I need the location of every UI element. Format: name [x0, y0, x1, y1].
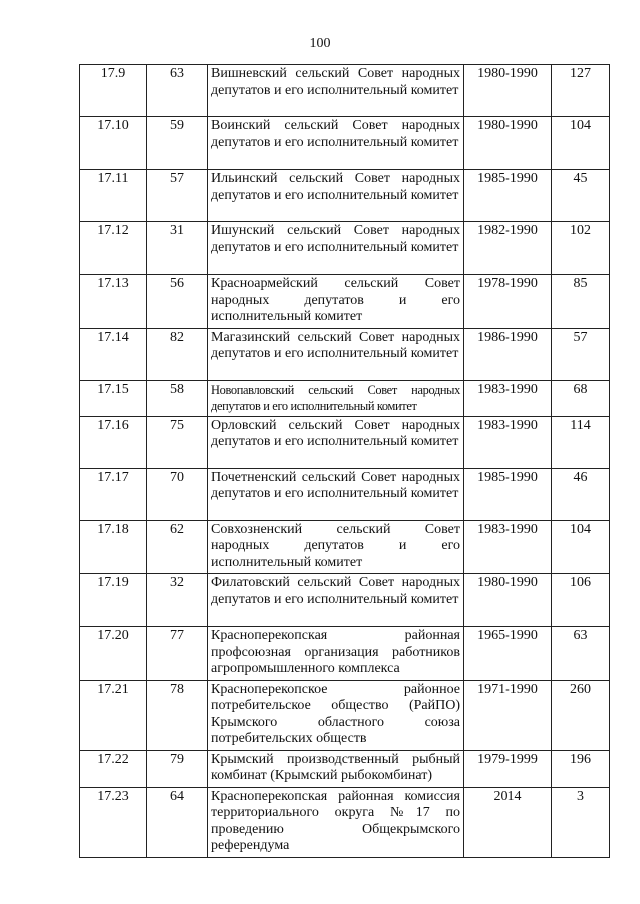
- fund-name-cell: Магазинский сельский Совет народных депутатов и его исполнительный комитет: [208, 328, 464, 380]
- fund-name-cell: Ильинский сельский Совет народных депутатов и его исполнительный комитет: [208, 170, 464, 222]
- item-count-cell: 104: [552, 117, 610, 170]
- fund-name-cell: Новопавловский сельский Совет народных депутатов и его исполнительный комитет: [208, 380, 464, 416]
- fund-number-cell: 56: [147, 275, 208, 329]
- row-number-cell: 17.16: [80, 416, 147, 468]
- item-count-cell: 102: [552, 222, 610, 275]
- fund-number-cell: 57: [147, 170, 208, 222]
- fund-name-cell: Ишунский сельский Совет народных депутатов и его исполнительный комитет: [208, 222, 464, 275]
- fund-name-cell: Красноперекопская районная комиссия территориального округа №17 по проведению Общекрымского референдума: [208, 787, 464, 857]
- table-row: [80, 65, 610, 117]
- date-range-cell: 1985-1990: [464, 170, 552, 222]
- row-number-cell: 17.13: [80, 275, 147, 329]
- row-number-cell: 17.14: [80, 328, 147, 380]
- fund-name-cell: Вишневский сельский Совет народных депутатов и его исполнительный комитет: [208, 65, 464, 117]
- row-number-cell: 17.20: [80, 627, 147, 681]
- fund-number-cell: 79: [147, 750, 208, 787]
- fund-number-cell: 32: [147, 574, 208, 627]
- table-row: [80, 328, 610, 380]
- fund-name-cell: Воинский сельский Совет народных депутатов и его исполнительный комитет: [208, 117, 464, 170]
- date-range-cell: 1979-1999: [464, 750, 552, 787]
- table-row: [80, 520, 610, 574]
- registry-table: [79, 64, 610, 858]
- fund-name-cell: Красноперекопское районное потребительское общество (РайПО) Крымского областного союза потребительских обществ: [208, 680, 464, 750]
- date-range-cell: 1978-1990: [464, 275, 552, 329]
- fund-number-cell: 31: [147, 222, 208, 275]
- date-range-cell: 1980-1990: [464, 117, 552, 170]
- fund-number-cell: 62: [147, 520, 208, 574]
- fund-name-cell: Филатовский сельский Совет народных депутатов и его исполнительный комитет: [208, 574, 464, 627]
- table-row: [80, 416, 610, 468]
- row-number-cell: 17.10: [80, 117, 147, 170]
- date-range-cell: 1980-1990: [464, 65, 552, 117]
- row-number-cell: 17.23: [80, 787, 147, 857]
- date-range-cell: 1971-1990: [464, 680, 552, 750]
- fund-name-cell: Красноперекопская районная профсоюзная организация работников агропромышленного комплекса: [208, 627, 464, 681]
- item-count-cell: 127: [552, 65, 610, 117]
- row-number-cell: 17.9: [80, 65, 147, 117]
- item-count-cell: 3: [552, 787, 610, 857]
- fund-number-cell: 70: [147, 468, 208, 520]
- item-count-cell: 104: [552, 520, 610, 574]
- date-range-cell: 1983-1990: [464, 416, 552, 468]
- table-row: [80, 222, 610, 275]
- fund-name-cell: Крымский производственный рыбный комбинат (Крымский рыбокомбинат): [208, 750, 464, 787]
- table-row: [80, 117, 610, 170]
- row-number-cell: 17.21: [80, 680, 147, 750]
- registry-table-body: [80, 65, 610, 858]
- fund-number-cell: 78: [147, 680, 208, 750]
- item-count-cell: 68: [552, 380, 610, 416]
- table-row: [80, 275, 610, 329]
- row-number-cell: 17.15: [80, 380, 147, 416]
- fund-name-cell: Орловский сельский Совет народных депутатов и его исполнительный комитет: [208, 416, 464, 468]
- date-range-cell: 1986-1990: [464, 328, 552, 380]
- item-count-cell: 260: [552, 680, 610, 750]
- table-row: [80, 680, 610, 750]
- fund-number-cell: 64: [147, 787, 208, 857]
- row-number-cell: 17.11: [80, 170, 147, 222]
- fund-number-cell: 59: [147, 117, 208, 170]
- page-number: 100: [309, 36, 331, 51]
- fund-number-cell: 58: [147, 380, 208, 416]
- date-range-cell: 2014: [464, 787, 552, 857]
- fund-name-cell: Почетненский сельский Совет народных депутатов и его исполнительный комитет: [208, 468, 464, 520]
- date-range-cell: 1983-1990: [464, 380, 552, 416]
- item-count-cell: 45: [552, 170, 610, 222]
- table-row: [80, 380, 610, 416]
- fund-name-cell: Красноармейский сельский Совет народных депутатов и его исполнительный комитет: [208, 275, 464, 329]
- date-range-cell: 1980-1990: [464, 574, 552, 627]
- item-count-cell: 63: [552, 627, 610, 681]
- date-range-cell: 1985-1990: [464, 468, 552, 520]
- date-range-cell: 1983-1990: [464, 520, 552, 574]
- table-row: [80, 627, 610, 681]
- fund-name-cell: Совхозненский сельский Совет народных депутатов и его исполнительный комитет: [208, 520, 464, 574]
- date-range-cell: 1965-1990: [464, 627, 552, 681]
- table-row: [80, 574, 610, 627]
- date-range-cell: 1982-1990: [464, 222, 552, 275]
- fund-number-cell: 82: [147, 328, 208, 380]
- row-number-cell: 17.12: [80, 222, 147, 275]
- fund-number-cell: 63: [147, 65, 208, 117]
- fund-number-cell: 77: [147, 627, 208, 681]
- table-row: [80, 468, 610, 520]
- table-row: [80, 170, 610, 222]
- item-count-cell: 46: [552, 468, 610, 520]
- row-number-cell: 17.17: [80, 468, 147, 520]
- table-row: [80, 750, 610, 787]
- row-number-cell: 17.19: [80, 574, 147, 627]
- item-count-cell: 106: [552, 574, 610, 627]
- item-count-cell: 57: [552, 328, 610, 380]
- row-number-cell: 17.22: [80, 750, 147, 787]
- table-row: [80, 787, 610, 857]
- fund-number-cell: 75: [147, 416, 208, 468]
- item-count-cell: 196: [552, 750, 610, 787]
- item-count-cell: 85: [552, 275, 610, 329]
- row-number-cell: 17.18: [80, 520, 147, 574]
- item-count-cell: 114: [552, 416, 610, 468]
